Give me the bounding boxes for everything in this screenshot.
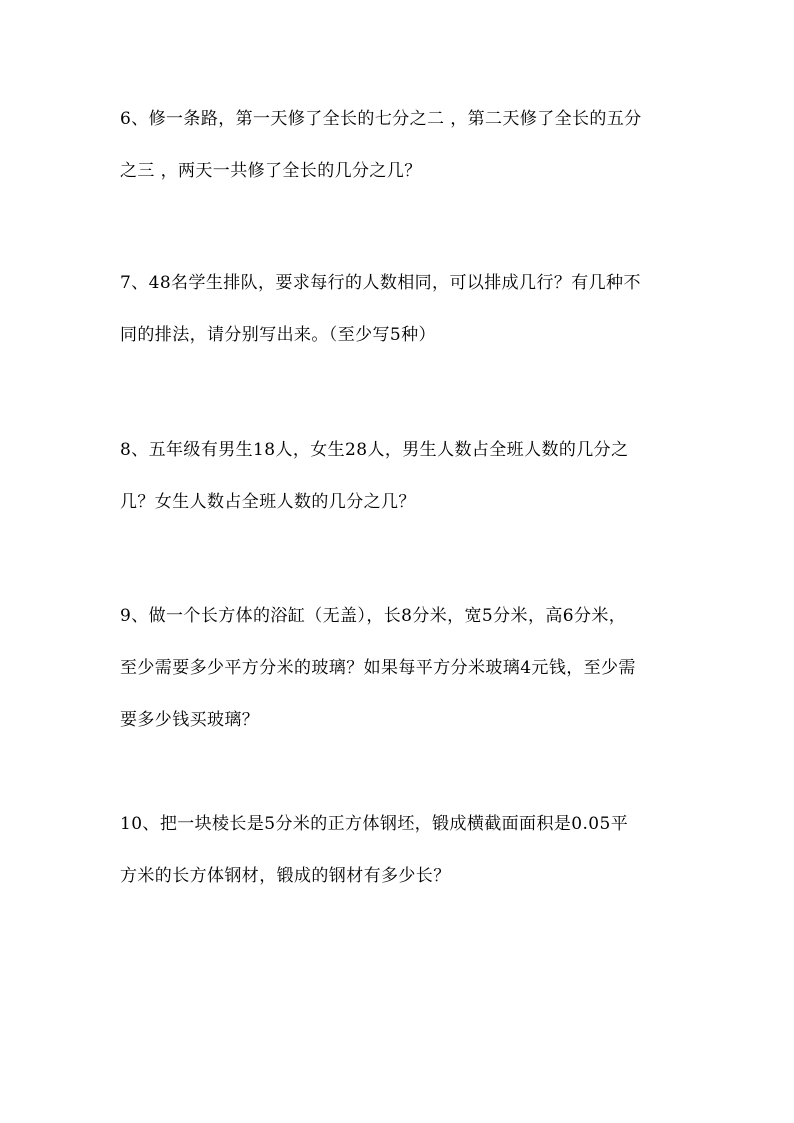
question-10	[120, 815, 680, 886]
question-9	[120, 607, 680, 730]
question-text-line: 8、五年级有男生18人，女生28人，男生人数占全班人数的几分之	[120, 440, 629, 460]
question-text-line: 之三 ，两天一共修了全长的几分之几？	[120, 161, 422, 181]
question-text-line: 几？女生人数占全班人数的几分之几？	[120, 492, 416, 512]
question-text-line: 10、把一块棱长是5分米的正方体钢坯，锻成横截面面积是0.05平	[120, 814, 629, 834]
question-7	[120, 274, 680, 345]
question-text-line: 9、做一个长方体的浴缸（无盖），长8分米，宽5分米，高6分米，	[120, 606, 627, 626]
question-text-line: 6、修一条路，第一天修了全长的七分之二 ，第二天修了全长的五分	[120, 109, 642, 129]
question-text-line: 至少需要多少平方分米的玻璃？如果每平方分米玻璃4元钱，至少需	[120, 658, 636, 678]
question-6	[120, 110, 680, 181]
question-text-line: 要多少钱买玻璃？	[120, 710, 260, 730]
question-text-line: 同的排法，请分别写出来。（至少写5种）	[120, 325, 436, 345]
question-8	[120, 441, 680, 512]
question-text-line: 方米的长方体钢材，锻成的钢材有多少长？	[120, 866, 451, 886]
question-text-line: 7、48名学生排队，要求每行的人数相同，可以排成几行？有几种不	[120, 273, 641, 293]
